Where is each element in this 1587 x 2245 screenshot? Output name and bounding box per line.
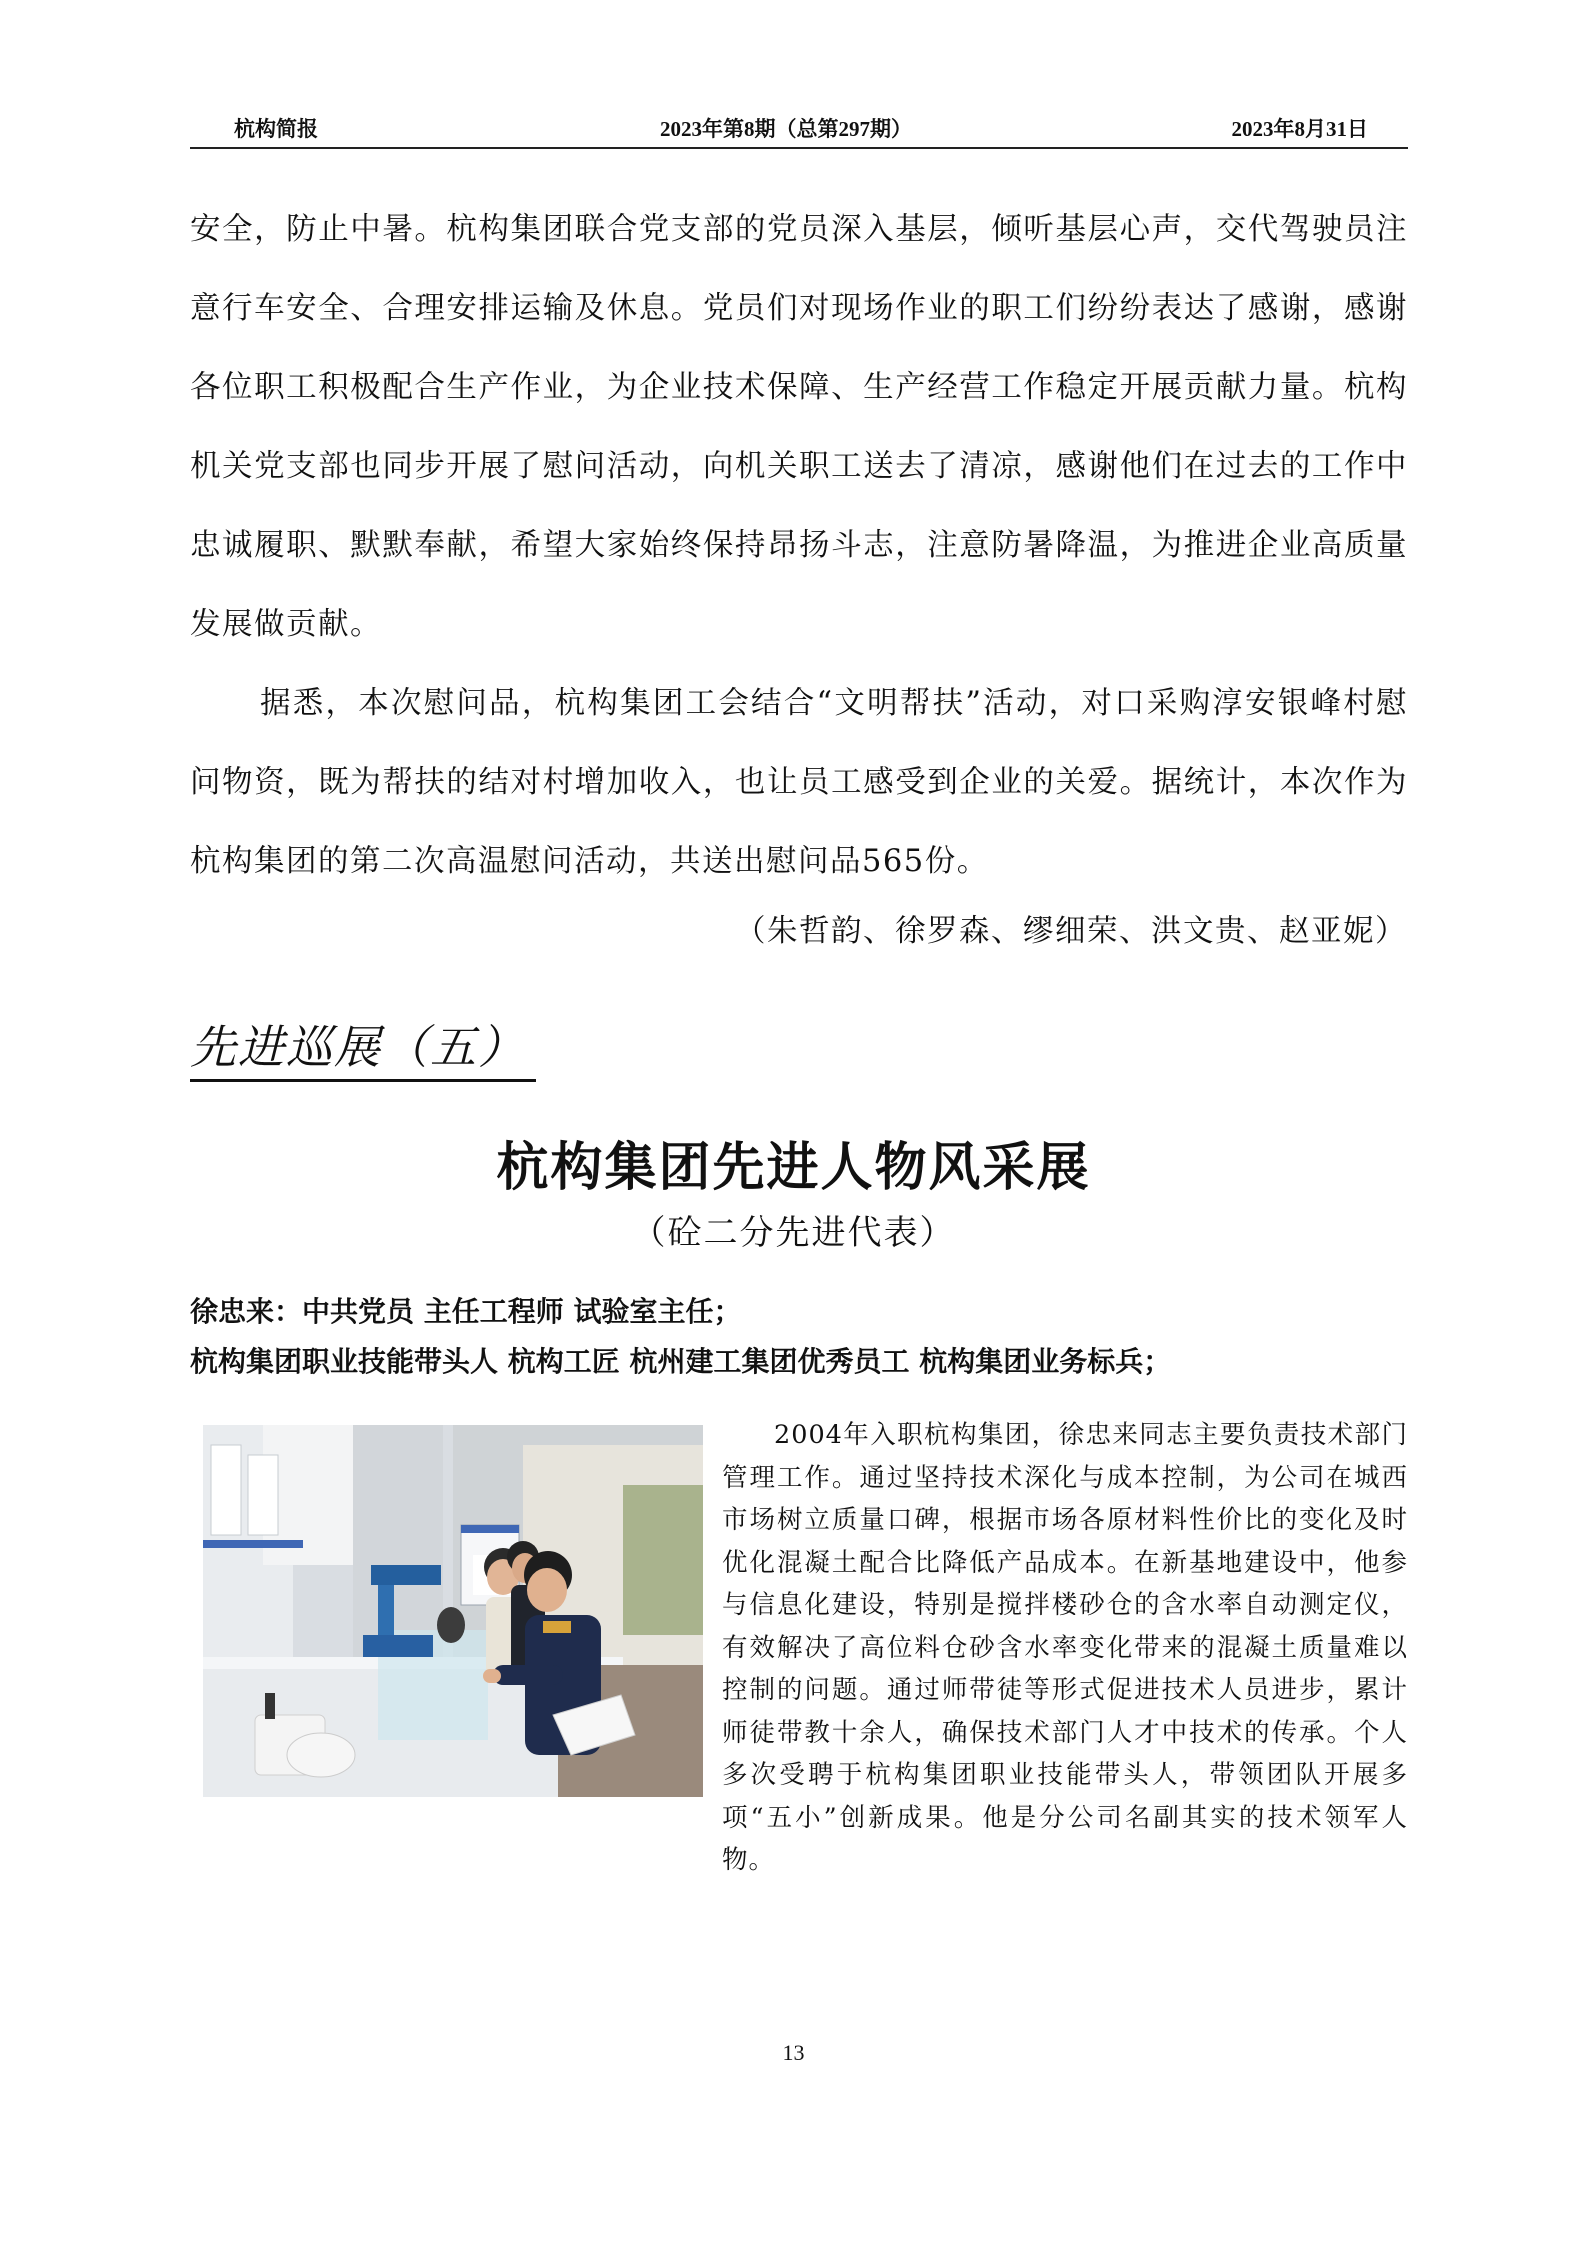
lab-photo bbox=[203, 1425, 703, 1797]
page-header bbox=[190, 105, 1408, 149]
page-number: 13 bbox=[782, 2040, 805, 2065]
header-publication: 杭构简报 bbox=[234, 117, 318, 141]
article-authors: （朱哲韵、徐罗森、缪细荣、洪文贵、赵亚妮） bbox=[735, 914, 1407, 949]
person-bio: 2004年入职杭构集团，徐忠来同志主要负责技术部门管理工作。通过坚持技术深化与成本控制，为公司在城西市场树立质量口碑，根据市场各原材料性价比的变化及时优化混凝土配合比降低产品成本。在新基地建设中，他参与信息化建设，特别是搅拌楼砂仓的含水率自动测定仪，有效解决了高位料仓砂含水率变化带来的混凝土质量难以控制的问题。通过师带徒等形式促进技术人员进步，累计师徒带教十余人，确保技术部门人才中技术的传承。个人多次受聘于杭构集团职业技能带头人，带领团队开展多项“五小”创新成果。他是分公司名副其实的技术领军人物。 bbox=[722, 1420, 1408, 1875]
article-paragraph-2: 据悉，本次慰问品，杭构集团工会结合“文明帮扶”活动，对口采购淳安银峰村慰问物资，既为帮扶的结对村增加收入，也让员工感受到企业的关爱。据统计，本次作为杭构集团的第二次高温慰问活动，共送出慰问品565份。 bbox=[190, 686, 1408, 879]
feature-title: 杭构集团先进人物风采展 bbox=[496, 1138, 1091, 1198]
person-honors: 杭构集团职业技能带头人 杭构工匠 杭州建工集团优秀员工 杭构集团业务标兵； bbox=[190, 1345, 1172, 1378]
person-name-roles: 徐忠来：中共党员 主任工程师 试验室主任； bbox=[190, 1295, 742, 1328]
article-paragraph-1: 安全，防止中暑。杭构集团联合党支部的党员深入基层，倾听基层心声，交代驾驶员注意行车安全、合理安排运输及休息。党员们对现场作业的职工们纷纷表达了感谢，感谢各位职工积极配合生产作业，为企业技术保障、生产经营工作稳定开展贡献力量。杭构机关党支部也同步开展了慰问活动，向机关职工送去了清凉，感谢他们在过去的工作中忠诚履职、默默奉献，希望大家始终保持昂扬斗志，注意防暑降温，为推进企业高质量发展做贡献。 bbox=[190, 212, 1408, 642]
section-title: 先进巡展（五） bbox=[190, 1015, 536, 1082]
header-issue: 2023年第8期（总第297期） bbox=[660, 117, 912, 141]
feature-subtitle: （砼二分先进代表） bbox=[631, 1213, 956, 1253]
header-date: 2023年8月31日 bbox=[1231, 117, 1368, 141]
